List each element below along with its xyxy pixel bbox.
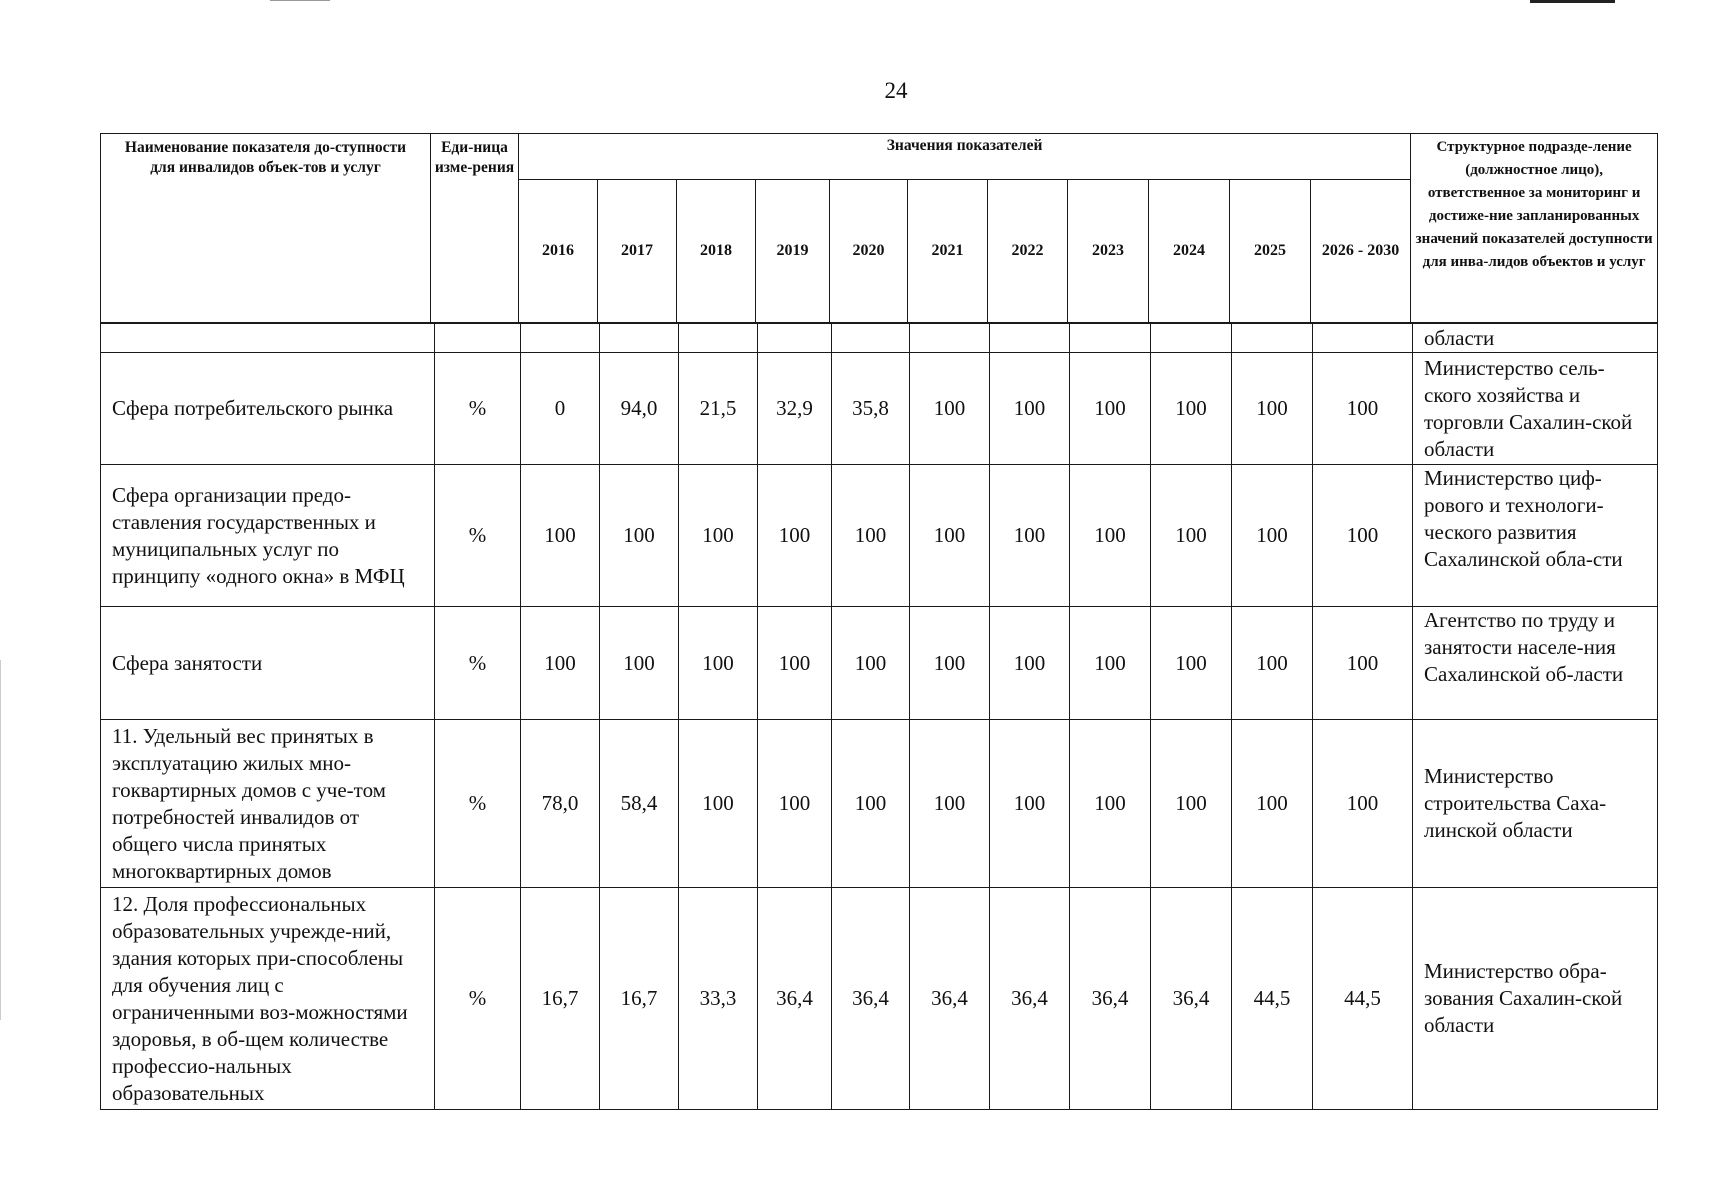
header-year: 2019 bbox=[756, 180, 830, 323]
value-cell: 36,4 bbox=[832, 888, 910, 1110]
value-cell: 100 bbox=[1313, 720, 1413, 888]
table-row bbox=[101, 720, 1658, 888]
value-cell: 33,3 bbox=[679, 888, 758, 1110]
value-cell: 100 bbox=[990, 353, 1070, 465]
page-number: 24 bbox=[884, 78, 908, 103]
responsible-cell: Министерство сель-ского хозяйства и торговли Сахалин-ской области bbox=[1413, 353, 1658, 465]
value-cell: 100 bbox=[1232, 353, 1313, 465]
value-cell: 100 bbox=[1232, 607, 1313, 720]
scan-mark bbox=[270, 0, 330, 1]
header-year: 2024 bbox=[1149, 180, 1230, 323]
value-cell: 100 bbox=[758, 465, 832, 607]
value-cell: 100 bbox=[1232, 720, 1313, 888]
value-cell: 100 bbox=[679, 465, 758, 607]
value-cell: 94,0 bbox=[600, 353, 679, 465]
value-cell: 100 bbox=[521, 607, 600, 720]
value-cell: 100 bbox=[1232, 465, 1313, 607]
header-unit: Еди-ница изме-рения bbox=[431, 134, 519, 323]
value-cell: 100 bbox=[1070, 607, 1151, 720]
table-row bbox=[101, 353, 1658, 465]
value-cell: 100 bbox=[600, 607, 679, 720]
value-cell: 100 bbox=[910, 353, 990, 465]
responsible-cell: Министерство обра-зования Сахалин-ской области bbox=[1413, 888, 1658, 1110]
unit-cell: % bbox=[435, 720, 521, 888]
value-cell: 100 bbox=[832, 607, 910, 720]
table-row bbox=[101, 465, 1658, 607]
scan-margin-line bbox=[0, 660, 1, 1020]
value-cell: 100 bbox=[1070, 465, 1151, 607]
header-responsible: Структурное подразде-ление (должностное лицо), ответственное за мониторинг и достиже-ние запланированных значений показателей доступности для инва-лидов объектов и услуг bbox=[1411, 134, 1658, 323]
value-cell: 36,4 bbox=[1151, 888, 1232, 1110]
value-cell: 16,7 bbox=[521, 888, 600, 1110]
header-year: 2023 bbox=[1068, 180, 1149, 323]
value-cell: 100 bbox=[521, 465, 600, 607]
value-cell: 100 bbox=[910, 607, 990, 720]
indicator-name: 12. Доля профессиональных образовательных учрежде-ний, здания которых при-способлены для обучения лиц с ограниченными воз-можностями здоровья, в об-щем количестве профессио-нальных образовательных bbox=[101, 888, 435, 1110]
continuation-row bbox=[101, 324, 1658, 353]
unit-cell: % bbox=[435, 353, 521, 465]
header-year: 2022 bbox=[988, 180, 1068, 323]
value-cell: 36,4 bbox=[910, 888, 990, 1110]
value-cell: 100 bbox=[758, 607, 832, 720]
value-cell: 100 bbox=[600, 465, 679, 607]
header-values: Значения показателей bbox=[519, 134, 1411, 180]
responsible-cell: Министерство строительства Саха-линской области bbox=[1413, 720, 1658, 888]
table-row bbox=[101, 888, 1658, 1110]
value-cell: 100 bbox=[832, 720, 910, 888]
header-year: 2020 bbox=[830, 180, 908, 323]
value-cell: 36,4 bbox=[758, 888, 832, 1110]
value-cell: 44,5 bbox=[1232, 888, 1313, 1110]
value-cell: 78,0 bbox=[521, 720, 600, 888]
table-row bbox=[101, 607, 1658, 720]
unit-cell: % bbox=[435, 888, 521, 1110]
header-table bbox=[100, 133, 1658, 323]
header-year: 2026 - 2030 bbox=[1311, 180, 1411, 323]
responsible-cell: Агентство по труду и занятости населе-ния Сахалинской об-ласти bbox=[1413, 607, 1658, 720]
value-cell: 100 bbox=[990, 720, 1070, 888]
value-cell: 100 bbox=[1313, 465, 1413, 607]
value-cell: 100 bbox=[1151, 607, 1232, 720]
value-cell: 0 bbox=[521, 353, 600, 465]
header-year: 2016 bbox=[519, 180, 598, 323]
value-cell: 100 bbox=[910, 465, 990, 607]
value-cell: 36,4 bbox=[990, 888, 1070, 1110]
value-cell: 44,5 bbox=[1313, 888, 1413, 1110]
value-cell: 36,4 bbox=[1070, 888, 1151, 1110]
scan-mark bbox=[1530, 0, 1615, 3]
value-cell: 16,7 bbox=[600, 888, 679, 1110]
header-year: 2021 bbox=[908, 180, 988, 323]
value-cell: 100 bbox=[1070, 720, 1151, 888]
indicator-name: Сфера организации предо-ставления государственных и муниципальных услуг по принципу «одного окна» в МФЦ bbox=[101, 465, 435, 607]
unit-cell: % bbox=[435, 465, 521, 607]
value-cell: 100 bbox=[1151, 465, 1232, 607]
header-year: 2018 bbox=[677, 180, 756, 323]
value-cell: 100 bbox=[679, 607, 758, 720]
value-cell: 58,4 bbox=[600, 720, 679, 888]
indicator-name: Сфера занятости bbox=[101, 607, 435, 720]
value-cell: 100 bbox=[910, 720, 990, 888]
value-cell: 100 bbox=[679, 720, 758, 888]
value-cell: 100 bbox=[990, 607, 1070, 720]
value-cell: 100 bbox=[1151, 353, 1232, 465]
continuation-text: области bbox=[1413, 324, 1658, 353]
value-cell: 100 bbox=[990, 465, 1070, 607]
value-cell: 100 bbox=[1070, 353, 1151, 465]
header-year: 2017 bbox=[598, 180, 677, 323]
responsible-cell: Министерство циф-рового и технологи-ческого развития Сахалинской обла-сти bbox=[1413, 465, 1658, 607]
header-year: 2025 bbox=[1230, 180, 1311, 323]
indicator-name: Сфера потребительского рынка bbox=[101, 353, 435, 465]
value-cell: 100 bbox=[1313, 607, 1413, 720]
indicators-table bbox=[100, 323, 1658, 1110]
indicator-name: 11. Удельный вес принятых в эксплуатацию жилых мно-гоквартирных домов с уче-том потребностей инвалидов от общего числа принятых многоквартирных домов bbox=[101, 720, 435, 888]
value-cell: 21,5 bbox=[679, 353, 758, 465]
value-cell: 32,9 bbox=[758, 353, 832, 465]
value-cell: 100 bbox=[832, 465, 910, 607]
header-indicator-name: Наименование показателя до-ступности для инвалидов объек-тов и услуг bbox=[101, 134, 431, 323]
value-cell: 100 bbox=[1313, 353, 1413, 465]
unit-cell: % bbox=[435, 607, 521, 720]
value-cell: 100 bbox=[1151, 720, 1232, 888]
value-cell: 35,8 bbox=[832, 353, 910, 465]
value-cell: 100 bbox=[758, 720, 832, 888]
